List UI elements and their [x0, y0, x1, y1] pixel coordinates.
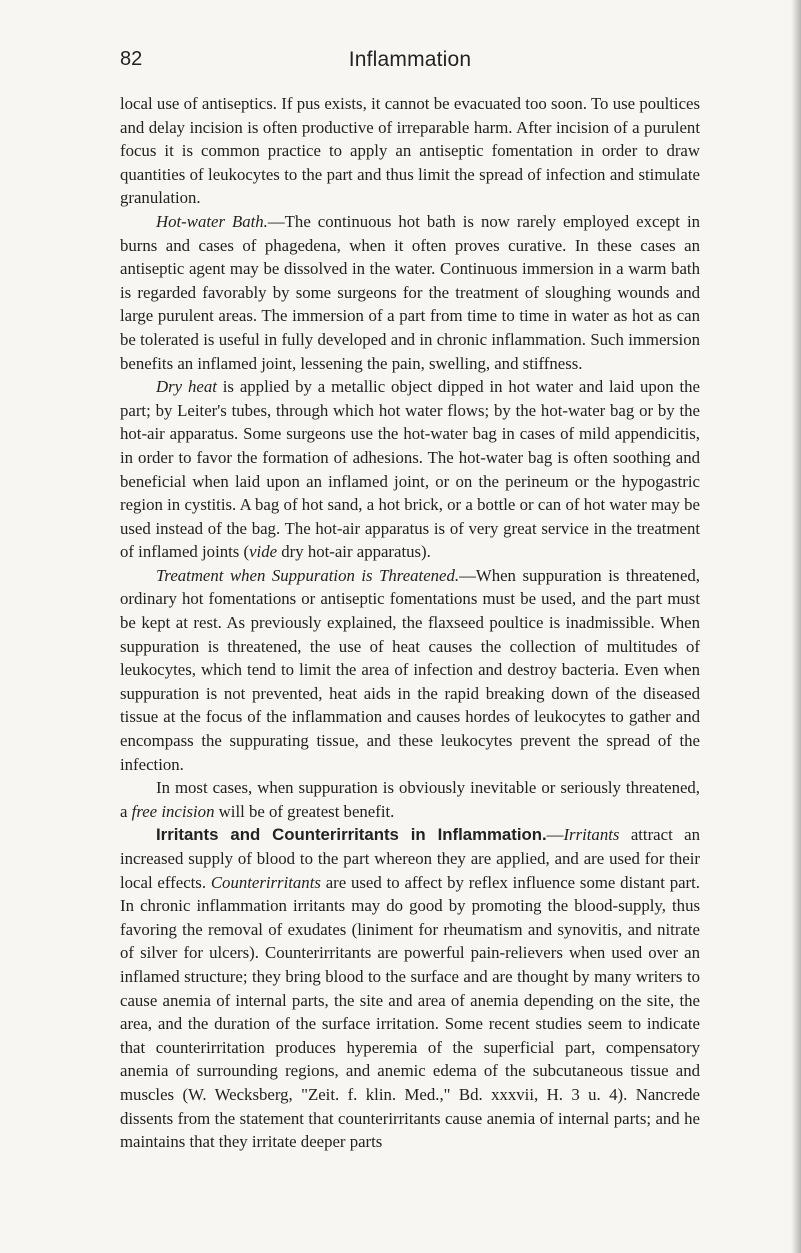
free-incision-text-a: In most cases, when suppuration is obviously inevitable or seriously threatened, a — [120, 778, 700, 821]
heading-dry-heat: Dry heat — [156, 377, 217, 397]
heading-irritants: Irritants and Counterirritants in Inflammation. — [156, 825, 547, 845]
vide-text: vide — [249, 542, 278, 562]
dry-heat-text-b: dry hot-air apparatus). — [277, 542, 431, 562]
paragraph-antiseptics: local use of antiseptics. If pus exists, it cannot be evacuated too soon. To use poultices and delay incision is often productive of irreparable harm. After incision of a purulent focus it is common practice to apply an antiseptic fomentation in order to draw quantities of leukocytes to the part and thus limit the spread of infection and stimulate granulation. — [120, 94, 700, 208]
heading-hot-water-bath: Hot-water Bath. — [156, 211, 268, 231]
paragraph-suppuration — [120, 564, 700, 776]
irritants-dash: — — [546, 825, 564, 845]
paragraph-free-incision — [120, 776, 700, 823]
hot-water-bath-text: —The continuous hot bath is now rarely employed except in burns and cases of phagedena, when it often proves curative. In these cases an antiseptic agent may be dissolved in the water. Continuous immersion in a warm bath is regarded favorably by some surgeons for the treatment of sloughing wounds and large purulent areas. The immersion of a part from time to time in water as hot as can be tolerated is useful in fully developed and in chronic inflammation. Such immersion benefits an inflamed joint, lessening the pain, swelling, and stiffness. — [120, 211, 700, 373]
counterirritants-italic: Counterirritants — [210, 872, 321, 892]
irritants-text-b: are used to affect by reflex influence some distant part. In chronic inflammation irritants may do good by promoting the blood-supply, thus favoring the removal of exudates (liniment for rheumatism and synovitis, and nitrate of silver for ulcers). Counterirritants are powerful pain-relievers when used over an inflamed structure; they bring blood to the surface and are thought by many writers to cause anemia of internal parts, the site and area of anemia depending on the site, the area, and the duration of the surface irritation. Some recent studies seem to indicate that counterirritation produces hyperemia of the superficial part, compensatory anemia of surrounding regions, and anemic edema of the subcutaneous tissue and muscles (W. Wecksberg, "Zeit. f. klin. Med.," Bd. xxxvii, H. 3 u. 4). Nancrede dissents from the statement that counterirritants cause anemia of internal parts; and he maintains that they irritate deeper parts — [120, 872, 700, 1152]
running-head: Inflammation — [348, 48, 472, 71]
page-number: 82 — [120, 48, 143, 70]
page-edge-shadow — [791, 0, 801, 1253]
page-header — [120, 48, 700, 80]
paragraph-irritants — [120, 823, 700, 1153]
dry-heat-text-a: is applied by a metallic object dipped in hot water and laid upon the part; by Leiter's tubes, through which hot water flows; by the hot-water bag or by the hot-air apparatus. Some surgeons use the hot-water bag in cases of mild appendicitis, in order to favor the formation of adhesions. The hot-water bag is often soothing and beneficial when laid upon an inflamed joint, or on the perineum or the hypogastric region in cystitis. A bag of hot sand, a hot brick, or a bottle or can of hot water may be used instead of the bag. The hot-air apparatus is of very great service in the treatment of inflamed joints ( — [120, 377, 700, 562]
free-incision-text-b: will be of greatest benefit. — [214, 801, 395, 821]
suppuration-text: —When suppuration is threatened, ordinary hot fomentations or antiseptic fomentations must be used, and the part must be kept at rest. As previously explained, the flaxseed poultice is inadmissible. When suppuration is threatened, the use of heat causes the collection of multitudes of leukocytes, which tend to limit the area of infection and destroy bacteria. Even when suppuration is not prevented, heat aids in the rapid breaking down of the diseased tissue at the focus of the inflammation and causes hordes of leukocytes to gather and encompass the suppurating tissue, and these leukocytes prevent the spread of the infection. — [120, 565, 700, 774]
free-incision-italic: free incision — [131, 801, 215, 821]
paragraph-hot-water-bath — [120, 210, 700, 375]
paragraph-dry-heat — [120, 375, 700, 564]
heading-suppuration: Treatment when Suppuration is Threatened. — [156, 565, 460, 585]
irritants-text-a: attract an increased supply of blood to the part whereon they are applied, and are used for their local effects. — [120, 825, 701, 892]
irritants-italic: Irritants — [563, 825, 620, 845]
body-text — [120, 92, 700, 1154]
